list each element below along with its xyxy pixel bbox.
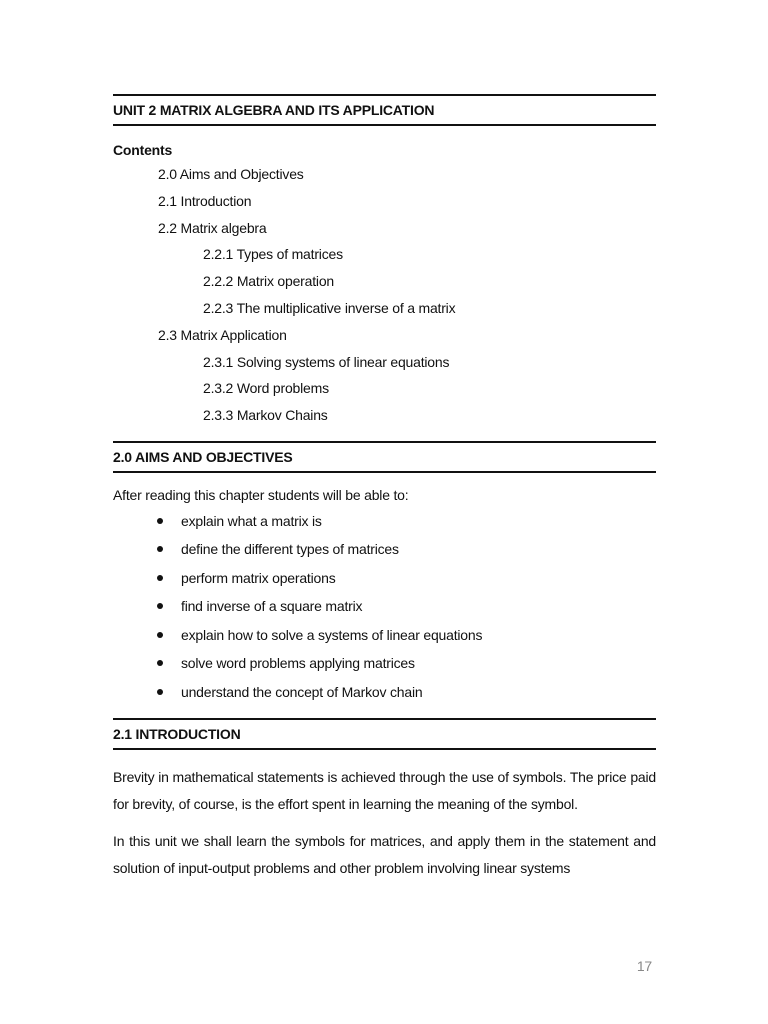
bullet-text: perform matrix operations bbox=[181, 569, 336, 586]
list-item bbox=[113, 507, 656, 536]
bullet-icon bbox=[157, 603, 163, 609]
toc-item: 2.0 Aims and Objectives bbox=[158, 166, 304, 182]
toc-item: 2.2.3 The multiplicative inverse of a matrix bbox=[203, 299, 456, 316]
toc-item: 2.2 Matrix algebra bbox=[158, 219, 267, 236]
list-item bbox=[113, 535, 656, 564]
toc-item: 2.2.1 Types of matrices bbox=[203, 246, 343, 263]
bullet-icon bbox=[157, 546, 163, 552]
list-item bbox=[113, 621, 656, 650]
introduction-paragraph: In this unit we shall learn the symbols for matrices, and apply them in the statement and solution of input-output problems and other problem involving linear systems bbox=[113, 833, 656, 877]
toc-item: 2.3.3 Markov Chains bbox=[203, 407, 328, 424]
bullet-text: explain what a matrix is bbox=[181, 512, 322, 529]
bullet-icon bbox=[157, 518, 163, 524]
toc-item: 2.3.1 Solving systems of linear equations bbox=[203, 353, 450, 370]
toc-item: 2.3.2 Word problems bbox=[203, 380, 329, 397]
bullet-text: find inverse of a square matrix bbox=[181, 598, 363, 615]
aims-bullet-list bbox=[113, 507, 656, 707]
table-of-contents bbox=[113, 161, 656, 429]
introduction-heading: 2.1 INTRODUCTION bbox=[113, 718, 656, 750]
unit-heading: UNIT 2 MATRIX ALGEBRA AND ITS APPLICATION bbox=[113, 94, 656, 126]
toc-item: 2.1 Introduction bbox=[158, 192, 252, 209]
contents-title: Contents bbox=[113, 142, 173, 158]
page-number: 17 bbox=[636, 958, 652, 974]
bullet-icon bbox=[157, 632, 163, 638]
bullet-text: understand the concept of Markov chain bbox=[181, 683, 423, 700]
toc-item: 2.3 Matrix Application bbox=[158, 326, 287, 343]
bullet-text: explain how to solve a systems of linear equations bbox=[181, 626, 483, 643]
list-item bbox=[113, 678, 656, 707]
bullet-text: solve word problems applying matrices bbox=[181, 655, 415, 672]
aims-heading: 2.0 AIMS AND OBJECTIVES bbox=[113, 441, 656, 473]
bullet-icon bbox=[157, 575, 163, 581]
list-item bbox=[113, 649, 656, 678]
bullet-icon bbox=[157, 660, 163, 666]
list-item bbox=[113, 564, 656, 593]
aims-intro: After reading this chapter students will be able to: bbox=[113, 486, 409, 503]
document-page bbox=[113, 94, 656, 882]
bullet-icon bbox=[157, 689, 163, 695]
toc-item: 2.2.2 Matrix operation bbox=[203, 273, 335, 290]
bullet-text: define the different types of matrices bbox=[181, 541, 399, 558]
introduction-paragraph: Brevity in mathematical statements is achieved through the use of symbols. The price paid for brevity, of course, is the effort spent in learning the meaning of the symbol. bbox=[113, 769, 656, 813]
list-item bbox=[113, 592, 656, 621]
